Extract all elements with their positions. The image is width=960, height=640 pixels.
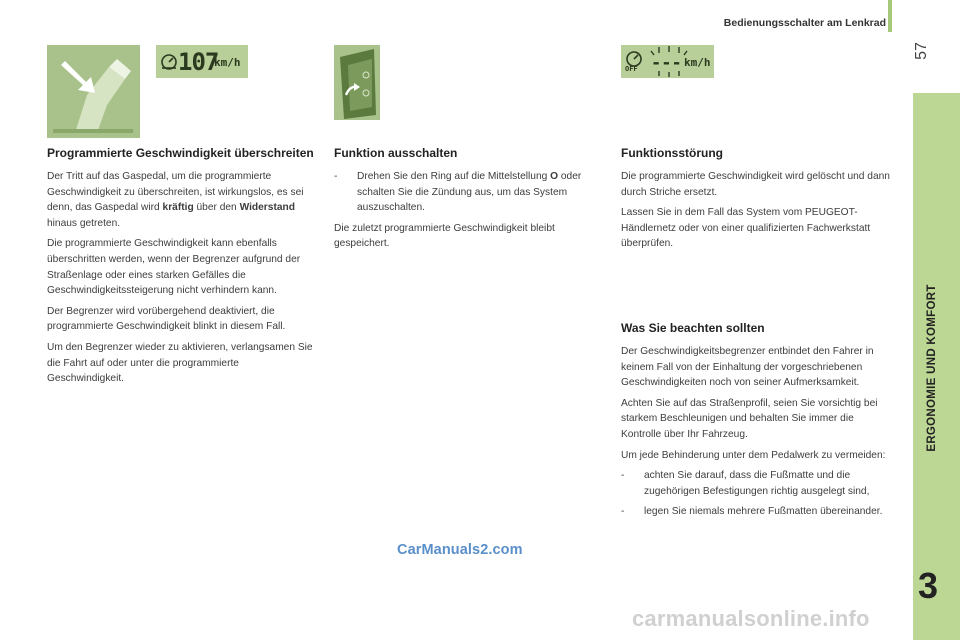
text-run: Der Tritt auf das Gaspedal, um die programmierte Geschwindigkeit zu überschreiten, ist wirkungslos, es sei denn, das Gaspedal wird	[47, 171, 304, 214]
pedal-illustration	[47, 45, 140, 138]
section-malfunction	[621, 146, 893, 257]
fault-dashes: ---	[651, 53, 682, 73]
text-run: Drehen Sie den Ring auf die Mittelstellung	[357, 171, 551, 182]
paragraph	[47, 169, 317, 231]
set-speed-value: 107	[178, 48, 219, 76]
text-run: über den	[193, 202, 240, 214]
section-switch-off	[334, 146, 596, 257]
section-heading: Funktionsstörung	[621, 146, 723, 160]
foot-pedal-icon	[47, 45, 140, 138]
speed-display-set	[156, 45, 248, 78]
text-run: legen Sie niemals mehrere Fußmatten übereinander.	[644, 506, 883, 518]
carmanuals-watermark-link[interactable]: CarManuals2.com	[397, 542, 523, 558]
list-item	[621, 504, 893, 520]
bold-text: Widerstand	[239, 202, 295, 214]
paragraph: Die programmierte Geschwindigkeit wird gelöscht und dann durch Striche ersetzt.	[621, 171, 890, 198]
text-run: oder schalten Sie die Zündung aus, um das System auszuschalten.	[357, 171, 582, 214]
paragraph: Die programmierte Geschwindigkeit kann ebenfalls überschritten werden, wenn der Begrenzer aufgrund der Straßenlage oder eines starken Gefälles die Geschwindigkeitssteigerung nicht verhindern kann.	[47, 238, 301, 297]
paragraph: Der Begrenzer wird vorübergehend deaktiviert, die programmierte Geschwindigkeit blinkt in diesem Fall.	[47, 305, 286, 333]
paragraph: Um jede Behinderung unter dem Pedalwerk zu vermeiden:	[621, 449, 886, 461]
speed-limiter-icon	[159, 51, 179, 71]
header-accent-bar	[888, 0, 892, 32]
list-dash: -	[621, 470, 625, 482]
off-indicator: OFF	[625, 65, 638, 73]
text-run: hinaus getreten.	[47, 217, 121, 229]
chapter-label: ERGONOMIE UND KOMFORT	[926, 284, 938, 452]
paragraph: Lassen Sie in dem Fall das System vom PEUGEOT-Händlernetz oder von einer qualifizierten Fachwerkstatt überprüfen.	[621, 207, 871, 250]
ring-control-illustration	[334, 45, 380, 120]
paragraph: Um den Begrenzer wieder zu aktivieren, verlangsamen Sie die Fahrt auf oder unter die programmierte Geschwindigkeit.	[47, 341, 313, 385]
speed-display-fault	[621, 45, 714, 78]
section-heading: Was Sie beachten sollten	[621, 321, 765, 335]
page-number: 57	[912, 42, 930, 60]
speed-unit: km/h	[684, 56, 711, 69]
running-header: Bedienungsschalter am Lenkrad	[723, 17, 886, 29]
section-notes	[621, 321, 893, 525]
list-dash: -	[621, 506, 625, 518]
paragraph: Der Geschwindigkeitsbegrenzer entbindet den Fahrer in keinem Fall von der Einhaltung der vorgeschriebenen Geschwindigkeiten noch von seiner Aufmerksamkeit.	[621, 346, 874, 389]
list-dash: -	[334, 171, 338, 182]
speed-unit: km/h	[214, 56, 241, 69]
chapter-number: 3	[918, 565, 939, 606]
list-item	[334, 169, 596, 216]
section-heading: Funktion ausschalten	[334, 146, 458, 160]
section-heading: Programmierte Geschwindigkeit überschreiten	[47, 146, 314, 160]
bold-text: kräftig	[162, 202, 194, 214]
carmanualsonline-watermark: carmanualsonline.info	[632, 606, 870, 631]
text-run: achten Sie darauf, dass die Fußmatte und die zugehörigen Befestigungen richtig ausgelegt sind,	[644, 470, 870, 497]
section-exceed-speed	[47, 146, 317, 392]
list-item	[621, 468, 893, 499]
rotary-ring-icon	[334, 45, 380, 120]
paragraph: Achten Sie auf das Straßenprofil, seien Sie vorsichtig bei starkem Beschleunigen und behalten Sie immer die Kontrolle über Ihr Fahrzeug.	[621, 397, 878, 440]
bold-text: O	[550, 171, 559, 182]
paragraph: Die zuletzt programmierte Geschwindigkeit bleibt gespeichert.	[334, 222, 555, 250]
